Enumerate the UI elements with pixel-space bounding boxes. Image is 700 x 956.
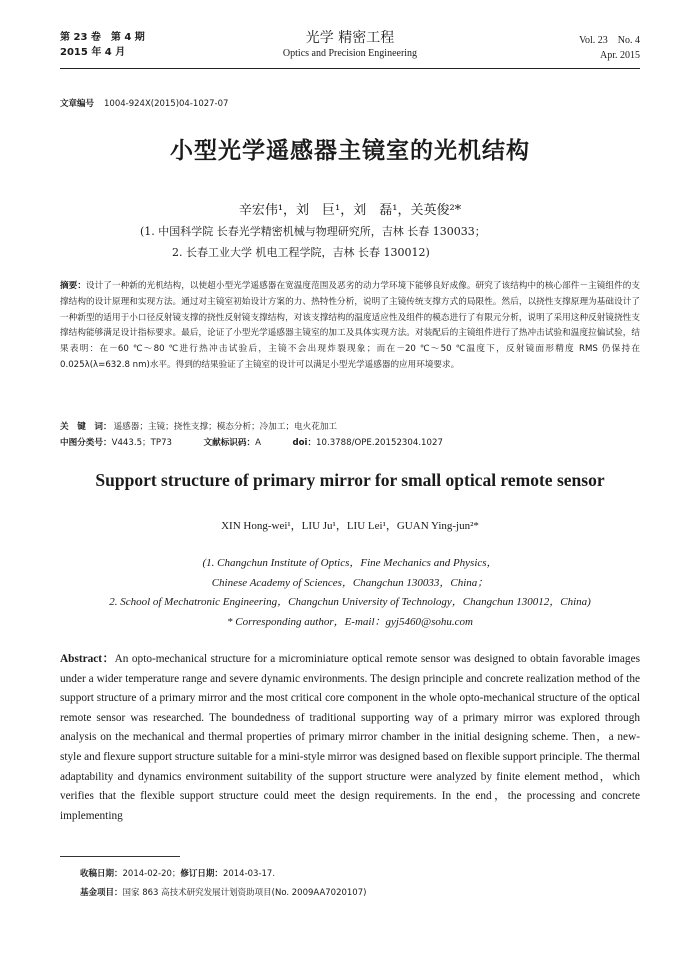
- funding-label: 基金项目：: [80, 888, 123, 898]
- footnotes: [80, 865, 640, 903]
- title-en: Support structure of primary mirror for small optical remote sensor: [95, 470, 605, 490]
- footnote-funding: [80, 884, 640, 903]
- affiliation-en-3: 2. School of Mechatronic Engineering，Changchun University of Technology，Changchun 130012，China): [109, 596, 591, 608]
- received-value: 2014-02-20；: [122, 869, 181, 879]
- authors-cn: 辛宏伟¹，刘 巨¹，刘 磊¹，关英俊²*: [238, 203, 462, 218]
- received-label: 收稿日期：: [80, 869, 123, 879]
- article-number-label: 文章编号: [60, 99, 95, 109]
- header-date-cn: 2015 年 4 月: [60, 47, 126, 58]
- header-divider: [60, 68, 640, 69]
- abstract-en: [60, 650, 640, 826]
- doc-code-value: A: [255, 438, 261, 448]
- abstract-cn-label: 摘要：: [60, 281, 86, 291]
- affiliations-cn: [140, 221, 640, 263]
- header-volume-cn: 第 23 卷 第 4 期: [60, 32, 145, 43]
- abstract-cn: [60, 279, 640, 374]
- header-issue-en: [579, 33, 640, 63]
- revised-label: 修订日期：: [180, 869, 223, 879]
- abstract-cn-text: 设计了一种新的光机结构，以使超小型光学遥感器在宽温度范围及恶劣的动力学环境下能够良好成像。研究了该结构中的核心部件－主镜组件的支撑结构的设计原理和实现方法。通过对主镜室初始设计方案的力、热特性分析，说明了主镜传统支撑方式的局限性。然后，以挠性支撑原理为基础设计了一种新型的适用于小口径反射镜支撑的挠性反射镜支撑结构，对该支撑结构的温度适应性及组件的模态进行了有限元分析，说明了采用这种反射镜挠性支撑结构能够满足设计指标要求。最后，论证了小型光学遥感器主镜室的加工及具体实现方法。对装配后的主镜组件进行了热冲击试验和温度拉偏试验，结果表明：在－60 ℃～80 ℃进行热冲击试验后，主镜不会出现炸裂现象；而在－20 ℃～50 ℃温度下，反射镜面形精度 RMS 仍保持在 0.025λ(λ=632.8 nm)水平。得到的结果验证了主镜室的设计可以满足小型光学遥感器的应用环境要求。: [60, 281, 640, 370]
- affiliation-en-2: Chinese Academy of Sciences，Changchun 130033，China；: [211, 576, 489, 589]
- footnote-dates: [80, 865, 640, 884]
- doi-label: doi：: [292, 438, 317, 448]
- corresponding-author: * Corresponding author，E-mail：gyj5460@sohu.com: [227, 615, 473, 628]
- keywords-cn-label: 关 键 词：: [60, 422, 112, 432]
- affiliations-en: [40, 554, 660, 632]
- header-journal-cn: 光学 精密工程: [305, 30, 395, 46]
- keywords-cn-text: 遥感器；主镜；挠性支撑；模态分析；冷加工；电火花加工: [113, 422, 338, 432]
- doc-code-label: 文献标识码：: [203, 438, 256, 448]
- header-journal: [60, 30, 640, 61]
- abstract-en-label: Abstract：: [60, 653, 115, 665]
- affiliation-cn-1: (1. 中国科学院 长春光学精密机械与物理研究所，吉林 长春 130033；: [140, 225, 486, 238]
- authors-en: XIN Hong-wei¹，LIU Ju¹，LIU Lei¹，GUAN Ying-jun²*: [221, 520, 479, 532]
- clc-label: 中图分类号：: [60, 438, 112, 448]
- article-number: [60, 97, 228, 109]
- title-cn: 小型光学遥感器主镜室的光机结构: [170, 138, 530, 164]
- funding-value: 国家 863 高技术研究发展计划资助项目(No. 2009AA7020107): [122, 888, 367, 898]
- classification-cn: [60, 436, 640, 448]
- footnote-divider: [60, 856, 180, 857]
- running-header: [60, 30, 640, 66]
- keywords-cn: [60, 420, 640, 432]
- header-date-en: Apr. 2015: [600, 50, 640, 61]
- revised-value: 2014-03-17.: [222, 869, 276, 879]
- abstract-en-text: An opto-mechanical structure for a microminiature optical remote sensor was designed to obtain favorable images under a wider temperature range and severe dynamic environments. The design principle and concrete realization method of the support structure of a primary mirror and the most critical core component in the whole opto-mechanical structure of the optical remote sensor was researched. The boundedness of traditional supporting way of a primary mirror was explored through analysis on the mechanical and thermal properties of primary mirror chamber in the initial designing scheme. Then，a new-style and flexure support structure suitable for a mini-style mirror was designed based on flexible support principle. The thermal adaptability and dynamics environment suitability of the support structure were analyzed by finite element method，which verifies that the flexible support structure could meet the design requirements. In the end，the processing and concrete implementing: [60, 653, 640, 822]
- clc-value: V443.5；TP73: [111, 438, 173, 448]
- article-number-value: 1004-924X(2015)04-1027-07: [104, 99, 229, 109]
- header-journal-en: Optics and Precision Engineering: [282, 48, 418, 59]
- affiliation-en-1: (1. Changchun Institute of Optics，Fine Mechanics and Physics，: [202, 557, 498, 569]
- doi-value: 10.3788/OPE.20152304.1027: [316, 438, 443, 448]
- header-volume-en: Vol. 23 No. 4: [579, 35, 640, 46]
- affiliation-cn-2: 2. 长春工业大学 机电工程学院，吉林 长春 130012): [172, 246, 430, 259]
